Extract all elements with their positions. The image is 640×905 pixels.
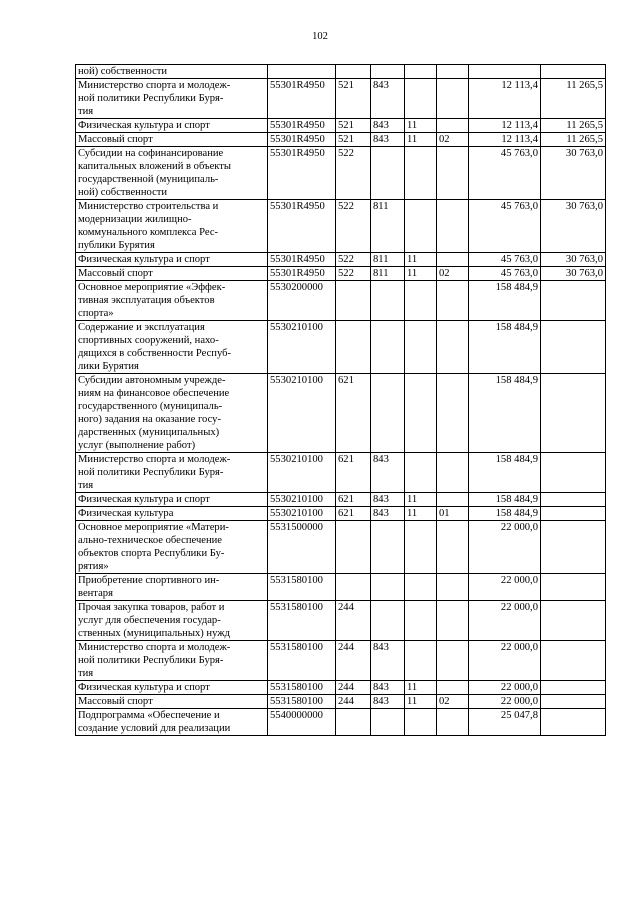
row-name: Приобретение спортивного ин- вентаря <box>76 574 268 601</box>
table-row <box>76 321 606 374</box>
target-code: 5531580100 <box>268 601 336 641</box>
table-row <box>76 507 606 521</box>
target-code: 5531580100 <box>268 695 336 709</box>
table-row <box>76 453 606 493</box>
amount-total: 45 763,0 <box>469 200 541 253</box>
target-code: 5531580100 <box>268 681 336 695</box>
row-name: Физическая культура и спорт <box>76 493 268 507</box>
target-code: 5530210100 <box>268 493 336 507</box>
amount-total <box>469 65 541 79</box>
amount-total: 12 113,4 <box>469 119 541 133</box>
row-name: Прочая закупка товаров, работ и услуг для обеспечения государ- ственных (муниципальных) нужд <box>76 601 268 641</box>
ministry-code: 843 <box>371 453 405 493</box>
page-number: 102 <box>312 31 328 42</box>
row-name: Физическая культура и спорт <box>76 253 268 267</box>
row-name: Массовый спорт <box>76 695 268 709</box>
amount-total: 45 763,0 <box>469 267 541 281</box>
ministry-code: 811 <box>371 253 405 267</box>
expense-type-code <box>336 321 371 374</box>
amount-federal <box>541 709 606 736</box>
row-name: Министерство спорта и молодеж- ной политики Республики Буря- тия <box>76 453 268 493</box>
amount-federal: 11 265,5 <box>541 79 606 119</box>
table-row <box>76 709 606 736</box>
expense-type-code: 621 <box>336 453 371 493</box>
row-name: ной) собственности <box>76 65 268 79</box>
section-code <box>405 521 437 574</box>
subsection-code <box>437 601 469 641</box>
target-code <box>268 65 336 79</box>
ministry-code <box>371 709 405 736</box>
ministry-code <box>371 65 405 79</box>
budget-table <box>75 64 606 736</box>
table-row <box>76 267 606 281</box>
table-row <box>76 253 606 267</box>
amount-federal <box>541 374 606 453</box>
amount-federal <box>541 681 606 695</box>
amount-federal: 30 763,0 <box>541 253 606 267</box>
ministry-code: 811 <box>371 267 405 281</box>
section-code: 11 <box>405 267 437 281</box>
amount-federal <box>541 453 606 493</box>
amount-federal <box>541 281 606 321</box>
expense-type-code: 522 <box>336 267 371 281</box>
ministry-code <box>371 147 405 200</box>
ministry-code: 843 <box>371 493 405 507</box>
row-name: Министерство строительства и модернизации жилищно- коммунального комплекса Рес- публики Бурятия <box>76 200 268 253</box>
table-row <box>76 200 606 253</box>
section-code <box>405 574 437 601</box>
amount-federal <box>541 601 606 641</box>
ministry-code <box>371 374 405 453</box>
section-code: 11 <box>405 133 437 147</box>
target-code: 5530210100 <box>268 507 336 521</box>
row-name: Массовый спорт <box>76 267 268 281</box>
row-name: Основное мероприятие «Матери- ально-техническое обеспечение объектов спорта Республики Бу- рятия» <box>76 521 268 574</box>
target-code: 55301R4950 <box>268 133 336 147</box>
target-code: 5530210100 <box>268 374 336 453</box>
subsection-code <box>437 119 469 133</box>
ministry-code: 811 <box>371 200 405 253</box>
expense-type-code: 621 <box>336 493 371 507</box>
expense-type-code: 521 <box>336 133 371 147</box>
section-code <box>405 641 437 681</box>
row-name: Физическая культура и спорт <box>76 681 268 695</box>
subsection-code <box>437 374 469 453</box>
amount-federal: 30 763,0 <box>541 200 606 253</box>
ministry-code <box>371 601 405 641</box>
target-code: 5530200000 <box>268 281 336 321</box>
row-name: Министерство спорта и молодеж- ной политики Республики Буря- тия <box>76 79 268 119</box>
target-code: 5531500000 <box>268 521 336 574</box>
subsection-code <box>437 453 469 493</box>
section-code <box>405 65 437 79</box>
amount-total: 158 484,9 <box>469 281 541 321</box>
table-row <box>76 521 606 574</box>
amount-federal <box>541 493 606 507</box>
table-row <box>76 574 606 601</box>
expense-type-code: 522 <box>336 147 371 200</box>
amount-total: 22 000,0 <box>469 641 541 681</box>
subsection-code <box>437 709 469 736</box>
expense-type-code: 244 <box>336 641 371 681</box>
amount-federal: 11 265,5 <box>541 133 606 147</box>
subsection-code <box>437 147 469 200</box>
expense-type-code: 621 <box>336 374 371 453</box>
table-row <box>76 119 606 133</box>
subsection-code <box>437 574 469 601</box>
amount-federal: 30 763,0 <box>541 147 606 200</box>
amount-total: 12 113,4 <box>469 79 541 119</box>
section-code: 11 <box>405 695 437 709</box>
target-code: 5530210100 <box>268 453 336 493</box>
ministry-code: 843 <box>371 79 405 119</box>
amount-total: 25 047,8 <box>469 709 541 736</box>
table-row <box>76 695 606 709</box>
expense-type-code <box>336 574 371 601</box>
table-row <box>76 374 606 453</box>
subsection-code <box>437 200 469 253</box>
row-name: Содержание и эксплуатация спортивных сооружений, нахо- дящихся в собственности Респуб- лики Бурятия <box>76 321 268 374</box>
table-row <box>76 79 606 119</box>
table-row <box>76 493 606 507</box>
target-code: 5540000000 <box>268 709 336 736</box>
ministry-code <box>371 521 405 574</box>
ministry-code: 843 <box>371 641 405 681</box>
subsection-code <box>437 641 469 681</box>
section-code <box>405 281 437 321</box>
subsection-code <box>437 321 469 374</box>
subsection-code <box>437 281 469 321</box>
amount-federal <box>541 521 606 574</box>
table-row <box>76 641 606 681</box>
expense-type-code: 244 <box>336 681 371 695</box>
row-name: Субсидии на софинансирование капитальных вложений в объекты государственной (муниципаль- ной) собственности <box>76 147 268 200</box>
target-code: 5531580100 <box>268 574 336 601</box>
subsection-code <box>437 253 469 267</box>
section-code <box>405 709 437 736</box>
expense-type-code <box>336 281 371 321</box>
expense-type-code <box>336 521 371 574</box>
subsection-code <box>437 65 469 79</box>
expense-type-code: 522 <box>336 200 371 253</box>
amount-federal: 30 763,0 <box>541 267 606 281</box>
amount-federal <box>541 641 606 681</box>
amount-total: 158 484,9 <box>469 507 541 521</box>
amount-total: 22 000,0 <box>469 521 541 574</box>
target-code: 5530210100 <box>268 321 336 374</box>
ministry-code <box>371 281 405 321</box>
amount-federal <box>541 695 606 709</box>
section-code <box>405 79 437 119</box>
amount-federal: 11 265,5 <box>541 119 606 133</box>
ministry-code: 843 <box>371 507 405 521</box>
target-code: 55301R4950 <box>268 253 336 267</box>
expense-type-code: 621 <box>336 507 371 521</box>
table-row <box>76 281 606 321</box>
target-code: 5531580100 <box>268 641 336 681</box>
subsection-code: 02 <box>437 695 469 709</box>
amount-total: 22 000,0 <box>469 695 541 709</box>
table-row <box>76 65 606 79</box>
amount-federal <box>541 321 606 374</box>
section-code: 11 <box>405 681 437 695</box>
ministry-code <box>371 574 405 601</box>
ministry-code: 843 <box>371 695 405 709</box>
section-code: 11 <box>405 119 437 133</box>
expense-type-code <box>336 709 371 736</box>
ministry-code: 843 <box>371 119 405 133</box>
amount-total: 158 484,9 <box>469 321 541 374</box>
target-code: 55301R4950 <box>268 119 336 133</box>
target-code: 55301R4950 <box>268 267 336 281</box>
amount-total: 12 113,4 <box>469 133 541 147</box>
section-code <box>405 601 437 641</box>
expense-type-code: 244 <box>336 601 371 641</box>
table-row <box>76 133 606 147</box>
expense-type-code <box>336 65 371 79</box>
section-code <box>405 200 437 253</box>
target-code: 55301R4950 <box>268 200 336 253</box>
section-code: 11 <box>405 507 437 521</box>
amount-total: 45 763,0 <box>469 147 541 200</box>
row-name: Физическая культура <box>76 507 268 521</box>
expense-type-code: 521 <box>336 79 371 119</box>
section-code <box>405 321 437 374</box>
expense-type-code: 244 <box>336 695 371 709</box>
subsection-code <box>437 493 469 507</box>
section-code <box>405 147 437 200</box>
table-row <box>76 147 606 200</box>
section-code <box>405 374 437 453</box>
ministry-code: 843 <box>371 133 405 147</box>
amount-total: 45 763,0 <box>469 253 541 267</box>
amount-total: 22 000,0 <box>469 681 541 695</box>
target-code: 55301R4950 <box>268 79 336 119</box>
amount-federal <box>541 507 606 521</box>
table-row <box>76 601 606 641</box>
amount-total: 158 484,9 <box>469 453 541 493</box>
section-code <box>405 453 437 493</box>
subsection-code <box>437 521 469 574</box>
amount-total: 158 484,9 <box>469 374 541 453</box>
subsection-code: 02 <box>437 133 469 147</box>
expense-type-code: 522 <box>336 253 371 267</box>
subsection-code: 02 <box>437 267 469 281</box>
ministry-code <box>371 321 405 374</box>
table-row <box>76 681 606 695</box>
section-code: 11 <box>405 493 437 507</box>
amount-total: 22 000,0 <box>469 601 541 641</box>
amount-federal <box>541 65 606 79</box>
row-name: Подпрограмма «Обеспечение и создание условий для реализации <box>76 709 268 736</box>
target-code: 55301R4950 <box>268 147 336 200</box>
section-code: 11 <box>405 253 437 267</box>
row-name: Субсидии автономным учрежде- ниям на финансовое обеспечение государственного (муниципаль- ного) задания на оказание госу- дарственных (муниципальных) услуг (выполнение работ) <box>76 374 268 453</box>
row-name: Массовый спорт <box>76 133 268 147</box>
amount-total: 22 000,0 <box>469 574 541 601</box>
subsection-code: 01 <box>437 507 469 521</box>
row-name: Физическая культура и спорт <box>76 119 268 133</box>
subsection-code <box>437 681 469 695</box>
expense-type-code: 521 <box>336 119 371 133</box>
row-name: Основное мероприятие «Эффек- тивная эксплуатация объектов спорта» <box>76 281 268 321</box>
subsection-code <box>437 79 469 119</box>
amount-federal <box>541 574 606 601</box>
amount-total: 158 484,9 <box>469 493 541 507</box>
row-name: Министерство спорта и молодеж- ной политики Республики Буря- тия <box>76 641 268 681</box>
ministry-code: 843 <box>371 681 405 695</box>
